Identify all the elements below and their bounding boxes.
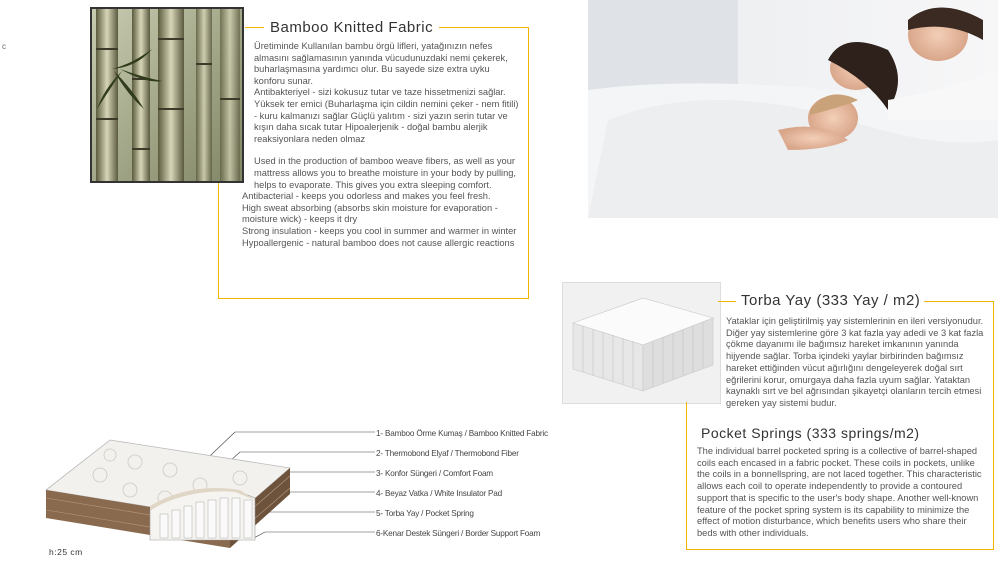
torba-description: Yataklar için geliştirilmiş yay sistemlerinin en ileri versiyonudur. Diğer yay sistemlerine göre 3 kat fazla yay adedi ve 3 kat fazla çökme dayanımı ile bağımsız hareket imkanının yanında hijyende sağlar. Torba içindeki yaylar birbirinden bağımsız hareket ettiğinden vücut ağırlığını dengeleyerek doğal sırt eğrilerini korur, omurgaya daha fazla uyum sağlar. Yataktan kaynaklı sırt ve bel ağrısından şikayetçi olanların tercih etmesi gereken yay sistemi budur. xyxy=(726,316,984,408)
bamboo-title: Bamboo Knitted Fabric xyxy=(264,19,439,36)
layer-item: 3- Konfor Süngeri / Comfort Foam xyxy=(376,469,493,478)
bamboo-en-antibacterial: Antibacterial - keeps you odorless and makes you feel fresh. xyxy=(242,191,491,202)
bamboo-tr-paragraph: Üretiminde Kullanılan bambu örgü lifleri, yatağınızın nefes almasını sağlamasının yanında vücudunuzdaki nemi çekerek, buharlaşmasına yardımcı olur. Bu sayede size extra uyku konforu sunar. xyxy=(254,41,508,86)
bamboo-frame-bottom xyxy=(218,298,529,299)
bamboo-tr-sweat: Yüksek ter emici (Buharlaşma için cildin nemini çeker - nem fitili) - kuru kalmanızı sağlar Güçlü yalıtım - sizi yazın serin tutar ve kışın daha sıcak tutar Hipoalerjenik - doğal bambu alerjik reaksiyonlara neden olmaz xyxy=(254,98,519,144)
layer-list xyxy=(376,428,548,548)
torba-frame-left xyxy=(686,402,687,550)
bamboo-en-paragraph: Used in the production of bamboo weave fibers, as well as your mattress allows you to breathe moisture in your body by pulling, helps to evaporate. This gives you extra sleeping comfort. xyxy=(254,156,516,190)
pocket-description: The individual barrel pocketed spring is a collective of barrel-shaped coils each encased in a fabric pocket. These coils in pockets, unlike the coils in a bonnellspring, are not laced together. This characteristic allows each coil to operate independently to provide a contoured support that is specific to the user's body shape. Another well-known feature of the pocket spring system is its capability to minimize the effect of motion disturbance, which benefits users who share their beds with other individuals. xyxy=(697,446,982,538)
layer-item: 5- Torba Yay / Pocket Spring xyxy=(376,509,474,518)
mattress-cutaway-illustration xyxy=(40,430,380,560)
bamboo-photo xyxy=(90,7,244,183)
layer-item: 2- Thermobond Elyaf / Thermobond Fiber xyxy=(376,449,519,458)
stray-mark: c xyxy=(2,42,6,51)
bamboo-tr-antibacterial: Antibakteriyel - sizi kokusuz tutar ve taze hissetmenizi sağlar. xyxy=(254,87,506,98)
pocket-title: Pocket Springs (333 springs/m2) xyxy=(701,425,920,441)
layer-item: 1- Bamboo Örme Kumaş / Bamboo Knitted Fabric xyxy=(376,429,548,438)
layer-item: 6-Kenar Destek Süngeri / Border Support Foam xyxy=(376,529,541,538)
bamboo-frame-left xyxy=(218,183,219,299)
torba-frame-top-left xyxy=(718,301,736,302)
bamboo-en-sweat: High sweat absorbing (absorbs skin moisture for evaporation - moisture wick) - keeps it dry xyxy=(242,202,498,225)
pocket-spring-photo xyxy=(562,282,721,404)
torba-title: Torba Yay (333 Yay / m2) xyxy=(741,292,921,309)
bamboo-en-insulation: Strong insulation - keeps you cool in summer and warmer in winter xyxy=(242,225,517,236)
bamboo-frame-right xyxy=(528,27,529,299)
torba-frame-top xyxy=(924,301,994,302)
torba-frame-right xyxy=(993,301,994,550)
torba-frame-bottom xyxy=(686,549,994,550)
bamboo-en-hypo: Hypoallergenic - natural bamboo does not cause allergic reactions xyxy=(242,237,515,248)
layer-item: 4- Beyaz Vatka / White Insulator Pad xyxy=(376,489,502,498)
mattress-height-label: h:25 cm xyxy=(49,547,83,557)
family-sleeping-photo xyxy=(588,0,998,218)
bamboo-description xyxy=(242,41,522,249)
